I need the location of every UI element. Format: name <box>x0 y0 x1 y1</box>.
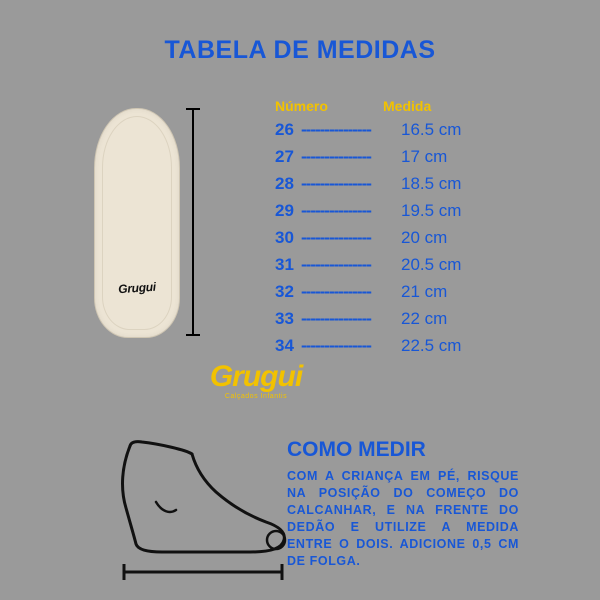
how-to-measure-title: COMO MEDIR <box>287 438 426 461</box>
measure-value: 22.5 cm <box>401 336 462 355</box>
size-value: 27 <box>275 147 294 166</box>
brand-name: Grugui <box>209 360 303 393</box>
measurement-cap-bottom <box>186 334 200 336</box>
dot-leader: --------------- <box>301 201 371 220</box>
dot-leader: --------------- <box>301 228 371 247</box>
size-value: 26 <box>275 120 294 139</box>
how-to-measure-text: COM A CRIANÇA EM PÉ, RISQUE NA POSIÇÃO DO COMEÇO DO CALCANHAR, E NA FRENTE DO DEDÃO E UTILIZE A MEDIDA ENTRE O DOIS. ADICIONE 0,5 CM DE FOLGA. <box>287 469 519 568</box>
column-header-number: Número <box>275 98 328 114</box>
size-value: 31 <box>275 255 294 274</box>
size-value: 34 <box>275 336 294 355</box>
size-value: 30 <box>275 228 294 247</box>
table-row <box>275 174 575 201</box>
measure-value: 19.5 cm <box>401 201 462 220</box>
dot-leader: --------------- <box>301 255 371 274</box>
how-to-measure-section <box>287 438 537 570</box>
foot-diagram <box>100 440 300 585</box>
dot-leader: --------------- <box>301 309 371 328</box>
brand-tagline: Calçados Infantis <box>224 393 288 400</box>
table-row <box>275 282 575 309</box>
size-table-header <box>275 98 575 120</box>
size-table <box>275 98 575 363</box>
column-header-measure: Medida <box>383 98 432 114</box>
measure-value: 20 cm <box>401 228 448 247</box>
size-value: 32 <box>275 282 294 301</box>
measure-value: 22 cm <box>401 309 448 328</box>
size-value: 33 <box>275 309 294 328</box>
insole-shape <box>94 108 180 338</box>
dot-leader: --------------- <box>301 336 371 355</box>
brand-logo <box>181 362 331 400</box>
measurement-line <box>192 108 194 336</box>
dot-leader: --------------- <box>301 147 371 166</box>
measure-value: 17 cm <box>401 147 448 166</box>
table-row <box>275 309 575 336</box>
measure-value: 21 cm <box>401 282 448 301</box>
measurement-bar <box>186 108 200 336</box>
page-title: TABELA DE MEDIDAS <box>164 36 436 64</box>
table-row <box>275 147 575 174</box>
dot-leader: --------------- <box>301 174 371 193</box>
measure-value: 16.5 cm <box>401 120 462 139</box>
table-row <box>275 120 575 147</box>
measure-value: 20.5 cm <box>401 255 462 274</box>
dot-leader: --------------- <box>301 282 371 301</box>
size-value: 29 <box>275 201 294 220</box>
table-row <box>275 255 575 282</box>
size-value: 28 <box>275 174 294 193</box>
table-row <box>275 201 575 228</box>
table-row <box>275 336 575 363</box>
measure-value: 18.5 cm <box>401 174 462 193</box>
insole-illustration <box>86 100 196 340</box>
foot-outline-icon <box>100 440 300 585</box>
dot-leader: --------------- <box>301 120 371 139</box>
insole-brand-mark: Grugui <box>117 279 157 297</box>
table-row <box>275 228 575 255</box>
